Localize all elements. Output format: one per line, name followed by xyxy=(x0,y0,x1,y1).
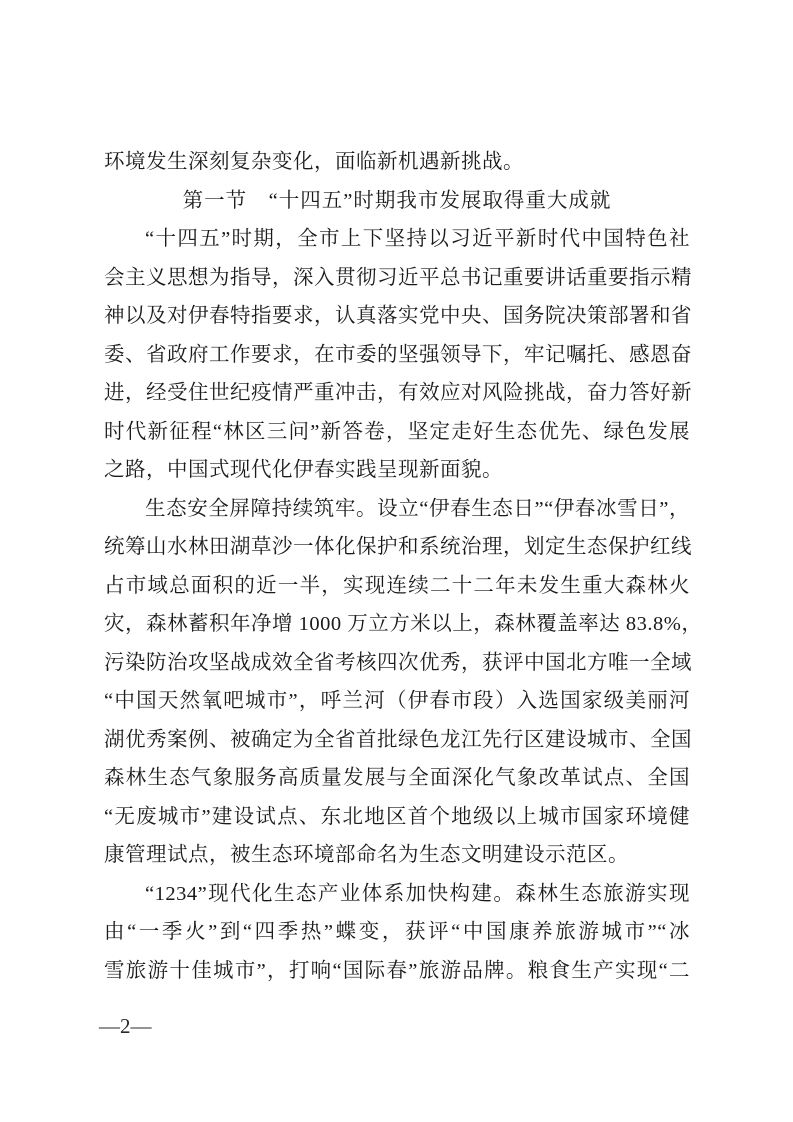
text-line: “十四五”时期，全市上下坚持以习近平新时代中国特色社 xyxy=(145,228,690,250)
text-line: 进，经受住世纪疫情严重冲击，有效应对风险挑战，奋力答好新 xyxy=(104,382,692,404)
text-line: 神以及对伊春特指要求，认真落实党中央、国务院决策部署和省 xyxy=(104,305,692,327)
text-line: 委、省政府工作要求，在市委的坚强领导下，牢记嘱托、感恩奋 xyxy=(104,343,692,366)
document-body xyxy=(104,143,703,990)
text-line: 灾，森林蓄积年净增 1000 万立方米以上，森林覆盖率达 83.8%， xyxy=(104,613,703,635)
text-line: 环境发生深刻复杂变化，面临新机遇新挑战。 xyxy=(104,151,524,173)
text-line: 会主义思想为指导，深入贯彻习近平总书记重要讲话重要指示精 xyxy=(104,266,692,289)
text-line: 康管理试点，被生态环境部命名为生态文明建设示范区。 xyxy=(104,844,629,866)
text-line: 污染防治攻坚战成效全省考核四次优秀，获评中国北方唯一全域 xyxy=(104,651,692,674)
section-heading: 第一节 “十四五”时期我市发展取得重大成就 xyxy=(182,189,612,212)
text-line: “无废城市”建设试点、东北地区首个地级以上城市国家环境健 xyxy=(104,805,690,828)
page-number: —2— xyxy=(99,1014,152,1038)
text-line: “中国天然氧吧城市”，呼兰河（伊春市段）入选国家级美丽河 xyxy=(104,690,690,712)
text-line: 生态安全屏障持续筑牢。设立“伊春生态日”“伊春冰雪日”， xyxy=(145,497,690,520)
text-line: 统筹山水林田湖草沙一体化保护和系统治理，划定生态保护红线 xyxy=(104,536,692,558)
text-line: 森林生态气象服务高质量发展与全面深化气象改革试点、全国 xyxy=(104,767,690,789)
text-line: 由“一季火”到“四季热”蝶变，获评“中国康养旅游城市”“冰 xyxy=(104,921,690,943)
text-line: 占市域总面积的近一半，实现连续二十二年未发生重大森林火 xyxy=(104,574,690,597)
text-line: 湖优秀案例、被确定为全省首批绿色龙江先行区建设城市、全国 xyxy=(104,728,692,751)
text-line: 雪旅游十佳城市”，打响“国际春”旅游品牌。粮食生产实现“二 xyxy=(104,959,690,982)
text-line: “1234”现代化生态产业体系加快构建。森林生态旅游实现 xyxy=(145,882,690,905)
text-line: 时代新征程“林区三问”新答卷，坚定走好生态优先、绿色发展 xyxy=(104,420,690,443)
text-line: 之路，中国式现代化伊春实践呈现新面貌。 xyxy=(104,459,503,481)
